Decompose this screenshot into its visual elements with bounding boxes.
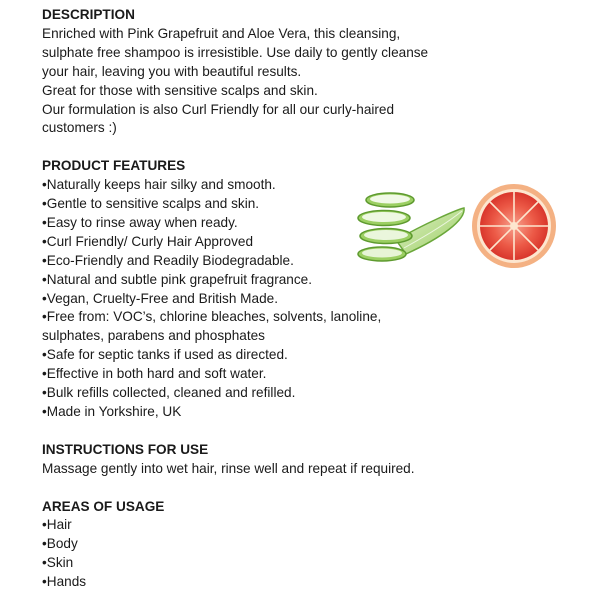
usage-item: •Hair [42,517,72,533]
areas-of-usage-heading: AREAS OF USAGE [42,498,165,514]
instructions-heading: INSTRUCTIONS FOR USE [42,441,209,457]
feature-item: •Bulk refills collected, cleaned and refilled. [42,385,296,401]
feature-item: •Safe for septic tanks if used as directed. [42,347,288,363]
areas-of-usage-section [42,498,472,593]
feature-item-continuation: sulphates, parabens and phosphates [42,328,265,344]
usage-item: •Skin [42,555,74,571]
grapefruit-icon [472,184,556,268]
product-description-document [42,6,472,592]
areas-of-usage-list [42,516,472,592]
feature-item: •Made in Yorkshire, UK [42,404,182,420]
description-section [42,6,472,138]
product-features-heading: PRODUCT FEATURES [42,158,186,174]
aloe-grapefruit-illustration [346,178,566,288]
feature-item: •Naturally keeps hair silky and smooth. [42,177,276,193]
feature-item: •Eco-Friendly and Readily Biodegradable. [42,252,294,268]
usage-item: •Hands [42,574,87,590]
description-line: Great for those with sensitive scalps and skin. [42,82,318,98]
feature-item: •Vegan, Cruelty-Free and British Made. [42,290,278,306]
aloe-grapefruit-icon [346,178,566,288]
feature-item: •Effective in both hard and soft water. [42,366,267,382]
description-line: your hair, leaving you with beautiful results. [42,63,302,79]
feature-item: •Curl Friendly/ Curly Hair Approved [42,233,254,249]
description-heading: DESCRIPTION [42,7,135,22]
feature-item: •Natural and subtle pink grapefruit fragrance. [42,271,312,287]
feature-item: •Easy to rinse away when ready. [42,214,238,230]
description-line: Our formulation is also Curl Friendly for all our curly-haired [42,101,395,117]
feature-item: •Gentle to sensitive scalps and skin. [42,196,260,212]
feature-item: •Free from: VOC’s, chlorine bleaches, solvents, lanoline, [42,309,382,325]
description-line: Enriched with Pink Grapefruit and Aloe Vera, this cleansing, [42,25,401,41]
description-line: customers :) [42,120,117,136]
usage-item: •Body [42,536,78,552]
description-line: sulphate free shampoo is irresistible. Use daily to gently cleanse [42,44,429,60]
instructions-section [42,441,472,479]
instructions-line: Massage gently into wet hair, rinse well and repeat if required. [42,460,415,476]
